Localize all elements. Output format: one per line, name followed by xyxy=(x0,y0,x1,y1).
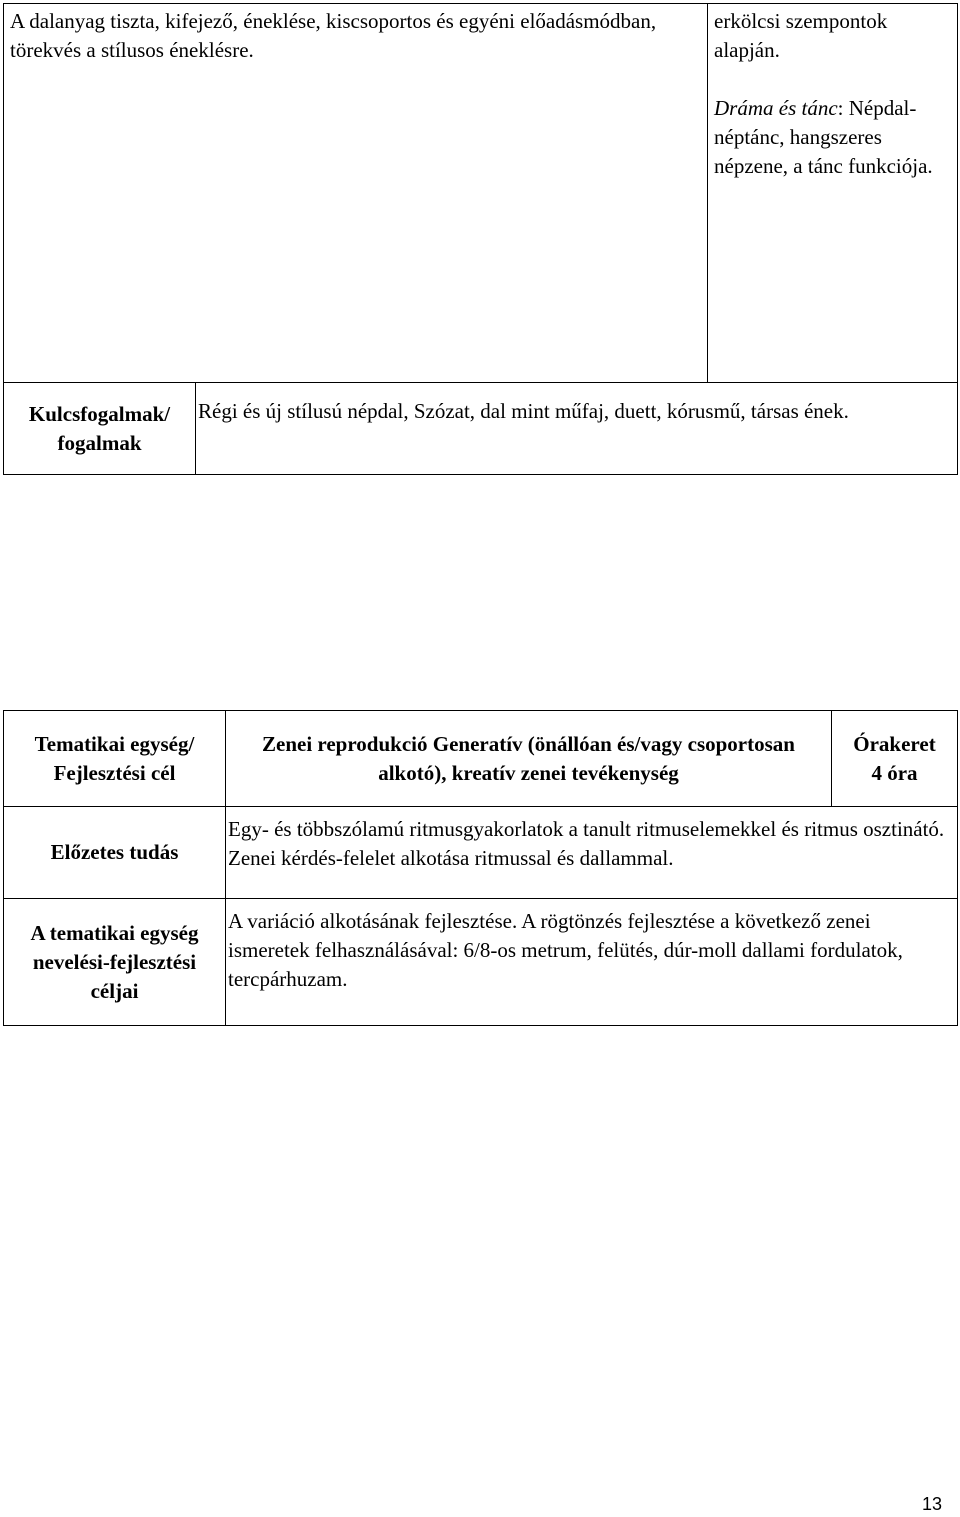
right-cell-drama-text xyxy=(714,94,951,181)
right-cell-text-1: erkölcsi szempontok alapján. xyxy=(714,9,888,62)
unit-title: Zenei reprodukció Generatív (önállóan és/vagy csoportosan alkotó), kreatív zenei tevékenység xyxy=(226,711,832,807)
right-cell xyxy=(708,4,958,383)
left-cell-text: A dalanyag tiszta, kifejező, éneklése, kiscsoportos és egyéni előadásmódban, törekvés a stílusos éneklésre. xyxy=(10,9,657,62)
hours-value: 4 óra xyxy=(871,760,918,785)
left-cell xyxy=(4,4,708,383)
page-number: 13 xyxy=(922,1494,943,1514)
prior-knowledge-label: Előzetes tudás xyxy=(4,807,226,899)
keywords-table xyxy=(3,382,958,475)
goals-content: A variáció alkotásának fejlesztése. A rögtönzés fejlesztése a következő zenei ismeretek felhasználásával: 6/8-os metrum, felütés, dúr-moll dallami fordulatok, tercpárhuzam. xyxy=(226,899,958,1026)
keywords-label: Kulcsfogalmak/ fogalmak xyxy=(4,383,196,475)
drama-rest: : Népdal-néptánc, hangszeres népzene, a tánc funkciója. xyxy=(714,96,933,178)
goals-label: A tematikai egység nevelési-fejlesztési céljai xyxy=(4,899,226,1026)
keywords-content: Régi és új stílusú népdal, Szózat, dal mint műfaj, duett, kórusmű, társas ének. xyxy=(196,383,958,475)
prior-knowledge-content: Egy- és többszólamú ritmusgyakorlatok a tanult ritmuselemekkel és ritmus osztinátó. Zenei kérdés-felelet alkotása ritmussal és dallammal. xyxy=(226,807,958,899)
unit-label: Tematikai egység/ Fejlesztési cél xyxy=(4,711,226,807)
drama-italic: Dráma és tánc xyxy=(714,96,838,120)
unit-table xyxy=(3,710,958,1026)
top-table xyxy=(3,3,958,383)
hours-label: Órakeret xyxy=(853,731,936,756)
hours-cell xyxy=(832,711,958,807)
